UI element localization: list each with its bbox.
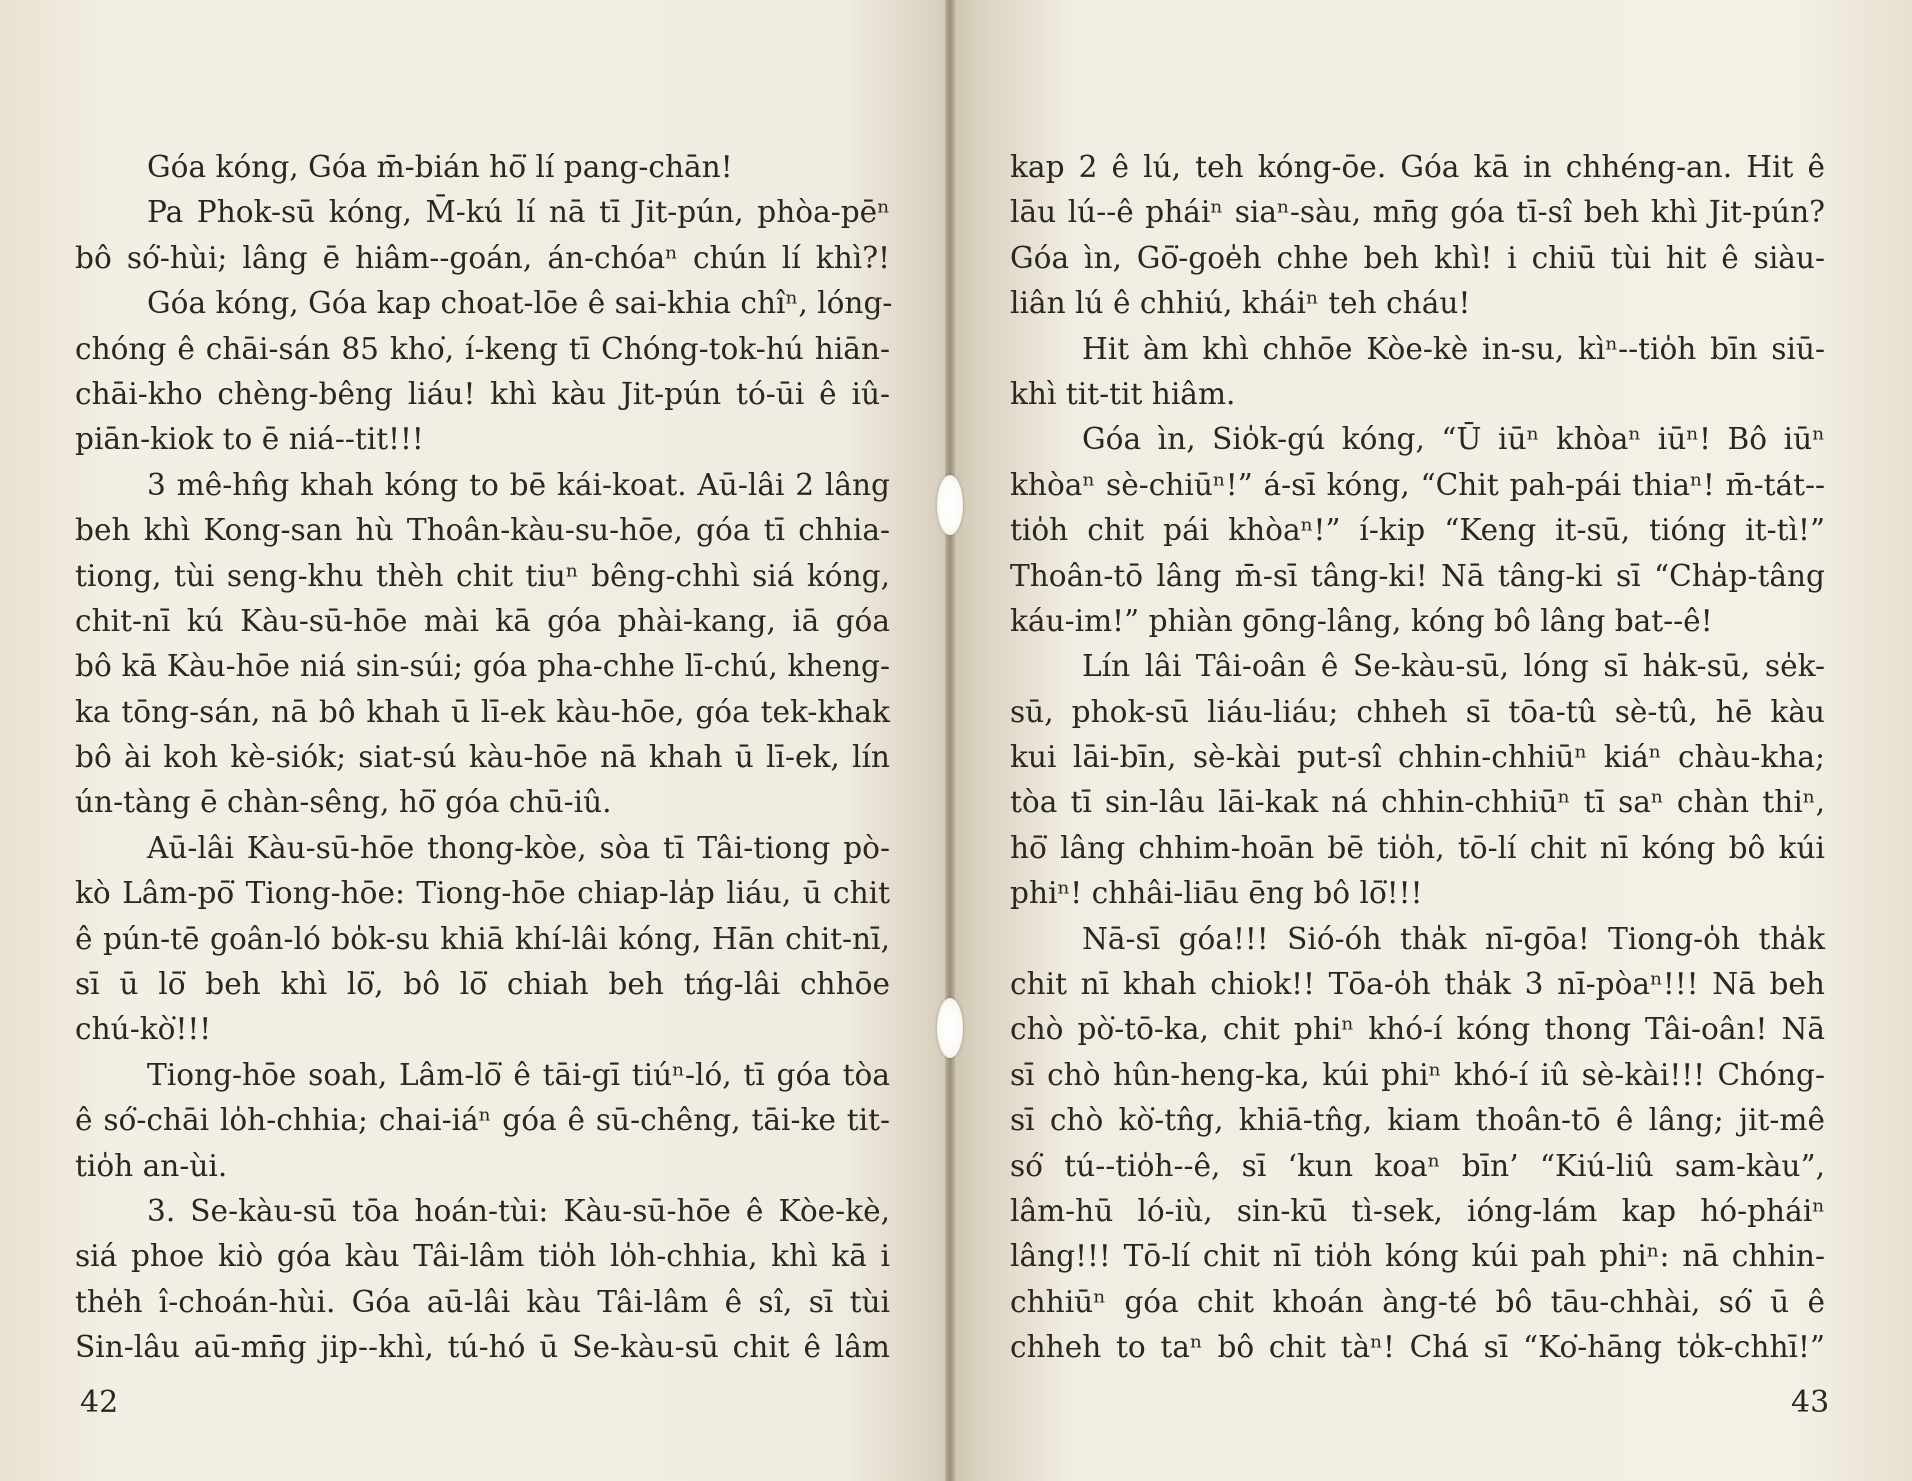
- text-line: ê pún-tē goân-ló bo̍k-su khiā khí-lâi kóng, Hān chit-nī,: [75, 921, 890, 956]
- text-line: tòa tī sin-lâu lāi-kak ná chhin-chhiūⁿ tī saⁿ chàn thiⁿ,: [1010, 785, 1825, 820]
- text-line: liân lú ê chhiú, kháiⁿ teh cháu!: [1010, 286, 1471, 321]
- text-line: káu-im!” phiàn gōng-lâng, kóng bô lâng bat--ê!: [1010, 603, 1713, 638]
- text-line: Nā-sī góa!!! Sió-óh tha̍k nī-gōa! Tiong-o̍h tha̍k: [1082, 921, 1825, 956]
- text-line: lâm-hū ló-iù, sin-kū tì-sek, ióng-lám kap hó-pháiⁿ: [1010, 1193, 1825, 1228]
- text-line: Pa Phok-sū kóng, M̄-kú lí nā tī Jit-pún, phòa-pēⁿ: [147, 195, 890, 230]
- text-line: chò pò͘-tō-ka, chit phiⁿ khó-í kóng thong Tâi-oân! Nā: [1010, 1012, 1825, 1047]
- text-line: ka tōng-sán, nā bô khah ū lī-ek kàu-hōe, góa tek-khak: [75, 694, 890, 729]
- text-line: khì tit-tit hiâm.: [1010, 376, 1236, 411]
- text-line: phiⁿ! chhâi-liāu ēng bô lō͘!!!: [1010, 876, 1423, 911]
- text-line: Góa ìn, Sio̍k-gú kóng, “Ū iūⁿ khòaⁿ iūⁿ! Bô iūⁿ: [1082, 422, 1825, 457]
- text-line: Lín lâi Tâi-oân ê Se-kàu-sū, lóng sī ha̍k-sū, se̍k-: [1082, 649, 1825, 684]
- text-line: kui lāi-bīn, sè-kài put-sî chhin-chhiūⁿ kiáⁿ chàu-kha;: [1010, 740, 1825, 775]
- text-line: sī ū lō͘ beh khì lō͘, bô lō͘ chiah beh tńg-lâi chhōe: [75, 967, 890, 1002]
- text-line: chú-kò͘!!!: [75, 1012, 212, 1047]
- text-line: Góa kóng, Góa kap choat-lōe ê sai-khia chîⁿ, lóng-: [147, 286, 893, 321]
- punch-hole-bottom: [937, 998, 963, 1058]
- text-line: Sin-lâu aū-mn̄g jip--khì, tú-hó ū Se-kàu-sū chit ê lâm: [75, 1330, 890, 1365]
- text-line: tio̍h chit pái khòaⁿ!” í-kip “Keng it-sū, tióng it-tì!”: [1010, 513, 1825, 548]
- right-page-text: [1010, 145, 1825, 1371]
- text-line: sī chò kò͘-tn̂g, khiā-tn̂g, kiam thoân-tō ê lâng; jit-mê: [1010, 1103, 1825, 1138]
- text-line: Thoân-tō lâng m̄-sī tâng-ki! Nā tâng-ki sī “Cha̍p-tâng: [1010, 558, 1825, 593]
- text-line: chit nī khah chiok!! Tōa-o̍h tha̍k 3 nī-pòaⁿ!!! Nā beh: [1010, 967, 1825, 1002]
- text-line: Aū-lâi Kàu-sū-hōe thong-kòe, sòa tī Tâi-tiong pò-: [147, 830, 890, 865]
- text-line: chóng ê chāi-sán 85 kho͘, í-keng tī Chóng-tok-hú hiān-: [75, 331, 890, 366]
- text-line: lâng!!! Tō-lí chit nī tio̍h kóng kúi pah phiⁿ: nā chhin-: [1010, 1239, 1825, 1274]
- text-line: khòaⁿ sè-chiūⁿ!” á-sī kóng, “Chit pah-pái thiaⁿ! m̄-tát--: [1010, 467, 1825, 502]
- text-line: kap 2 ê lú, teh kóng-ōe. Góa kā in chhéng-an. Hit ê: [1010, 150, 1825, 184]
- right-page-number: 43: [1791, 1385, 1830, 1420]
- text-line: piān-kiok to ē niá--tit!!!: [75, 422, 424, 457]
- text-line: Hit àm khì chhōe Kòe-kè in-su, kìⁿ--tio̍h bīn siū-: [1082, 331, 1825, 366]
- text-line: kò Lâm-pō͘ Tiong-hōe: Tiong-hōe chiap-la̍p liáu, ū chit: [75, 876, 890, 911]
- text-line: lāu lú--ê pháiⁿ siaⁿ-sàu, mn̄g góa tī-sî beh khì Jit-pún?: [1010, 195, 1825, 230]
- text-line: Góa kóng, Góa m̄-bián hō͘ lí pang-chān!: [147, 150, 733, 184]
- text-line: bô kā Kàu-hōe niá sin-súi; góa pha-chhe lī-chú, kheng-: [75, 649, 890, 684]
- text-line: Tiong-hōe soah, Lâm-lō͘ ê tāi-gī tiúⁿ-ló, tī góa tòa: [147, 1057, 890, 1092]
- text-line: chhiūⁿ góa chit khoán àng-té bô tāu-chhài, só͘ ū ê: [1010, 1284, 1825, 1319]
- punch-hole-top: [937, 475, 963, 535]
- text-line: chit-nī kú Kàu-sū-hōe mài kā góa phài-kang, iā góa: [75, 603, 890, 638]
- text-line: ê só͘-chāi lo̍h-chhia; chai-iáⁿ góa ê sū-chêng, tāi-ke tit-: [75, 1103, 890, 1138]
- text-line: 3 mê-hn̂g khah kóng to bē kái-koat. Aū-lâi 2 lâng: [147, 467, 890, 502]
- text-line: chheh to taⁿ bô chit tàⁿ! Chá sī “Ko͘-hāng to̍k-chhī!”: [1010, 1330, 1825, 1365]
- text-line: tio̍h an-ùi.: [75, 1148, 228, 1183]
- text-line: hō͘ lâng chhim-hoān bē tio̍h, tō-lí chit nī kóng bô kúi: [1010, 830, 1825, 865]
- text-line: siá phoe kiò góa kàu Tâi-lâm tio̍h lo̍h-chhia, khì kā i: [75, 1239, 890, 1274]
- text-line: Góa ìn, Gō͘-goe̍h chhe beh khì! i chiū tùi hit ê siàu-: [1010, 240, 1825, 275]
- left-page-number: 42: [80, 1385, 119, 1420]
- text-line: bô só͘-hùi; lâng ē hiâm--goán, án-chóaⁿ chún lí khì?!: [75, 240, 890, 275]
- text-line: bô ài koh kè-siók; siat-sú kàu-hōe nā khah ū lī-ek, lín: [75, 740, 890, 775]
- text-line: sī chò hûn-heng-ka, kúi phiⁿ khó-í iû sè-kài!!! Chóng-: [1010, 1057, 1825, 1092]
- text-line: chāi-kho chèng-bêng liáu! khì kàu Jit-pún tó-ūi ê iû-: [75, 376, 890, 411]
- left-page-text: [75, 145, 893, 1371]
- text-line: tiong, tùi seng-khu thèh chit tiuⁿ bêng-chhì siá kóng,: [75, 558, 890, 593]
- text-line: sū, phok-sū liáu-liáu; chheh sī tōa-tû sè-tû, hē kàu: [1010, 694, 1825, 729]
- text-line: beh khì Kong-san hù Thoân-kàu-su-hōe, góa tī chhia-: [75, 513, 890, 548]
- text-line: 3. Se-kàu-sū tōa hoán-tùi: Kàu-sū-hōe ê Kòe-kè,: [147, 1193, 890, 1228]
- text-line: só͘ tú--tio̍h--ê, sī ‘kun koaⁿ bīn’ “Kiú-liû sam-kàu”,: [1010, 1148, 1825, 1183]
- book-gutter: [945, 0, 955, 1481]
- text-line: ún-tàng ē chàn-sêng, hō͘ góa chū-iû.: [75, 785, 612, 820]
- text-line: the̍h î-choán-hùi. Góa aū-lâi kàu Tâi-lâm ê sî, sī tùi: [75, 1284, 890, 1319]
